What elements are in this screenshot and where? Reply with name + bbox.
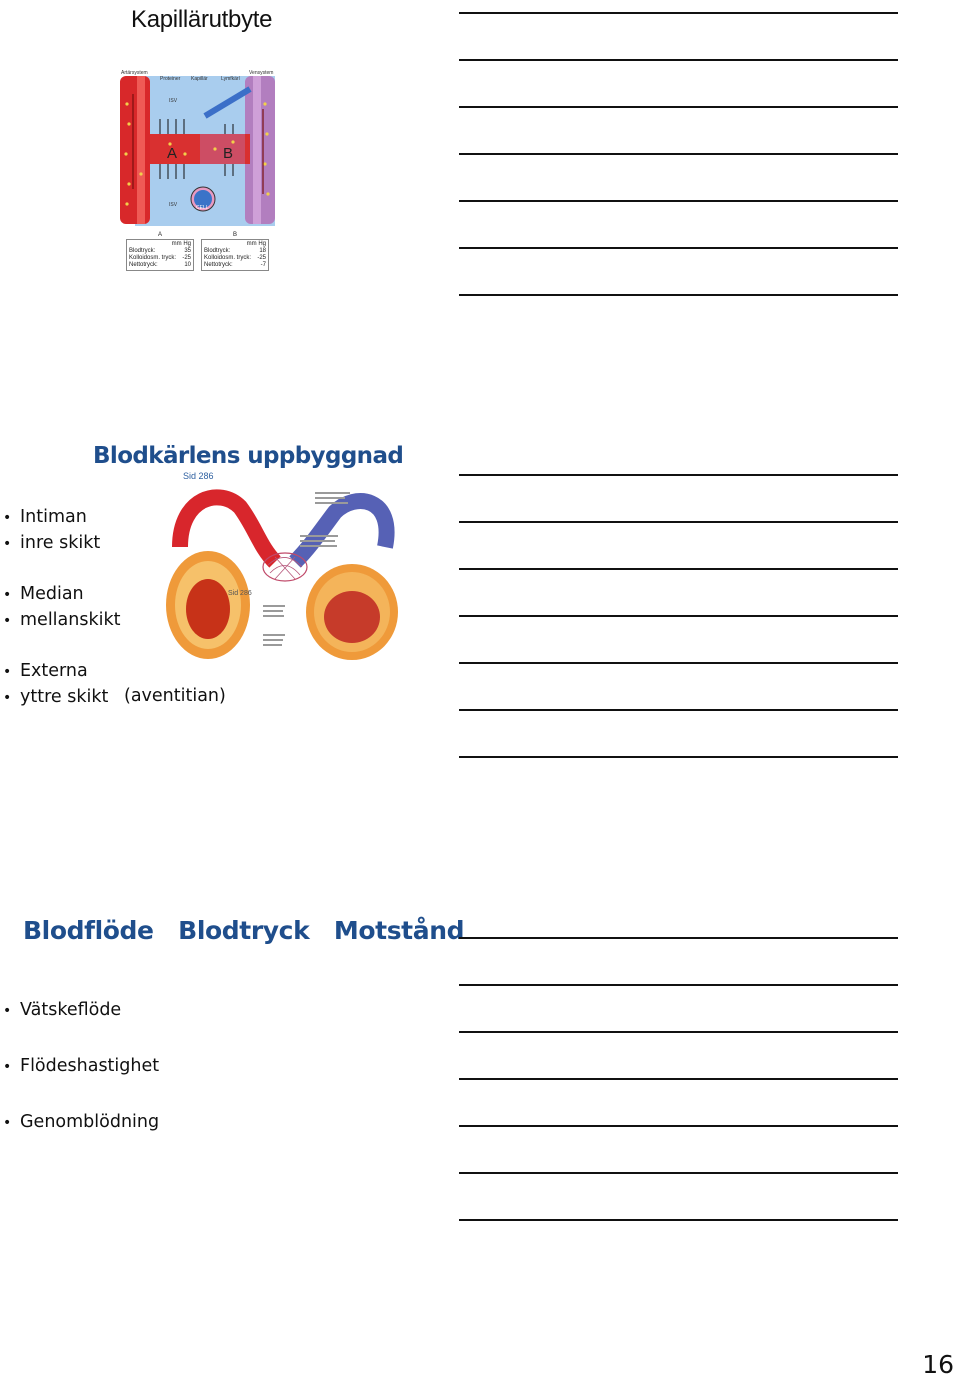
note-line — [459, 59, 898, 61]
bullet-item — [3, 687, 108, 707]
note-line — [459, 200, 898, 202]
pressure-table-a — [126, 232, 194, 271]
table-a-row-label: Kolloidosm. tryck: — [129, 255, 177, 261]
bullet-text: Externa — [20, 661, 88, 681]
bullet-text: Genomblödning — [20, 1112, 160, 1132]
table-b-header: B — [233, 232, 238, 238]
bullet-dot-icon: • — [3, 664, 12, 680]
slide2-title: Blodkärlens uppbyggnad — [93, 443, 404, 469]
table-a-row-value: 10 — [184, 262, 191, 268]
table-b-row-value: -25 — [257, 255, 266, 261]
table-b-row-label: Nettotryck: — [204, 262, 233, 268]
bullet-dot-icon: • — [3, 587, 12, 603]
note-line — [459, 153, 898, 155]
label-b: B — [223, 145, 234, 162]
bullet-text: yttre skikt — [20, 687, 109, 707]
bullet-dot-icon: • — [3, 1059, 12, 1075]
bullet-dot-icon: • — [3, 690, 12, 706]
table-b-row-label: Kolloidosm. tryck: — [204, 255, 252, 261]
bullet-text: Median — [20, 584, 84, 604]
bullet-dot-icon: • — [3, 1115, 12, 1131]
label-vensystem: Vensystem — [249, 70, 274, 76]
label-kapillar: Kapillär — [191, 76, 208, 82]
slide2-subtitle: Sid 286 — [183, 471, 214, 481]
note-line — [459, 937, 898, 939]
slide1-title: Kapillärutbyte — [131, 6, 273, 33]
table-b-row-label: Blodtryck: — [204, 248, 231, 254]
note-line — [459, 521, 898, 523]
slide3-title: Blodflöde Blodtryck Motstånd — [23, 916, 465, 945]
label-proteiner: Proteiner — [160, 76, 181, 82]
bullet-item — [3, 1056, 159, 1076]
note-line — [459, 106, 898, 108]
image-page-label: Sid 286 — [228, 590, 252, 597]
bullet-text: Vätskeflöde — [20, 1000, 122, 1020]
bullet-dot-icon: • — [3, 536, 12, 552]
bullet-item — [3, 1112, 159, 1132]
bullet-item — [3, 661, 88, 681]
pressure-table-b — [201, 232, 269, 271]
bullet-text: inre skikt — [20, 533, 101, 553]
note-line — [459, 709, 898, 711]
note-line — [459, 294, 898, 296]
note-line — [459, 1031, 898, 1033]
label-isv-bottom: ISV — [169, 202, 178, 208]
bullet-item — [3, 610, 120, 630]
note-line — [459, 247, 898, 249]
bullet-dot-icon: • — [3, 613, 12, 629]
label-lymfkarl: Lymfkärl — [221, 76, 240, 82]
note-line — [459, 474, 898, 476]
table-b-row-value: 18 — [259, 248, 266, 254]
table-b-row-value: -7 — [260, 262, 266, 268]
label-a: A — [167, 145, 178, 162]
aventitian-note: (aventitian) — [124, 686, 226, 706]
note-line — [459, 1125, 898, 1127]
bullet-item — [3, 1000, 121, 1020]
note-line — [459, 615, 898, 617]
label-isv-top: ISV — [169, 98, 178, 104]
cell-label: CELL — [196, 205, 209, 211]
bullet-text: Flödeshastighet — [20, 1056, 160, 1076]
table-a-row-label: Nettotryck: — [129, 262, 158, 268]
note-line — [459, 12, 898, 14]
table-a-row-value: 35 — [184, 248, 191, 254]
bullet-item — [3, 584, 84, 604]
bullet-dot-icon: • — [3, 510, 12, 526]
note-line — [459, 1078, 898, 1080]
blood-vessel-illustration — [160, 487, 405, 667]
table-a-header: A — [158, 232, 163, 238]
note-line — [459, 1219, 898, 1221]
label-artarsystem: Artärsystem — [121, 70, 148, 76]
bullet-text: Intiman — [20, 507, 87, 527]
note-line — [459, 984, 898, 986]
note-line — [459, 662, 898, 664]
capillary-exchange-diagram — [115, 64, 285, 229]
page-number: 16 — [922, 1350, 954, 1379]
table-a-unit: mm Hg — [171, 241, 191, 247]
bullet-dot-icon: • — [3, 1003, 12, 1019]
note-line — [459, 1172, 898, 1174]
table-a-row-value: -25 — [182, 255, 191, 261]
bullet-text: mellanskikt — [20, 610, 121, 630]
note-line — [459, 756, 898, 758]
bullet-item — [3, 507, 87, 527]
table-b-unit: mm Hg — [246, 241, 266, 247]
table-a-row-label: Blodtryck: — [129, 248, 156, 254]
bullet-item — [3, 533, 100, 553]
note-line — [459, 568, 898, 570]
